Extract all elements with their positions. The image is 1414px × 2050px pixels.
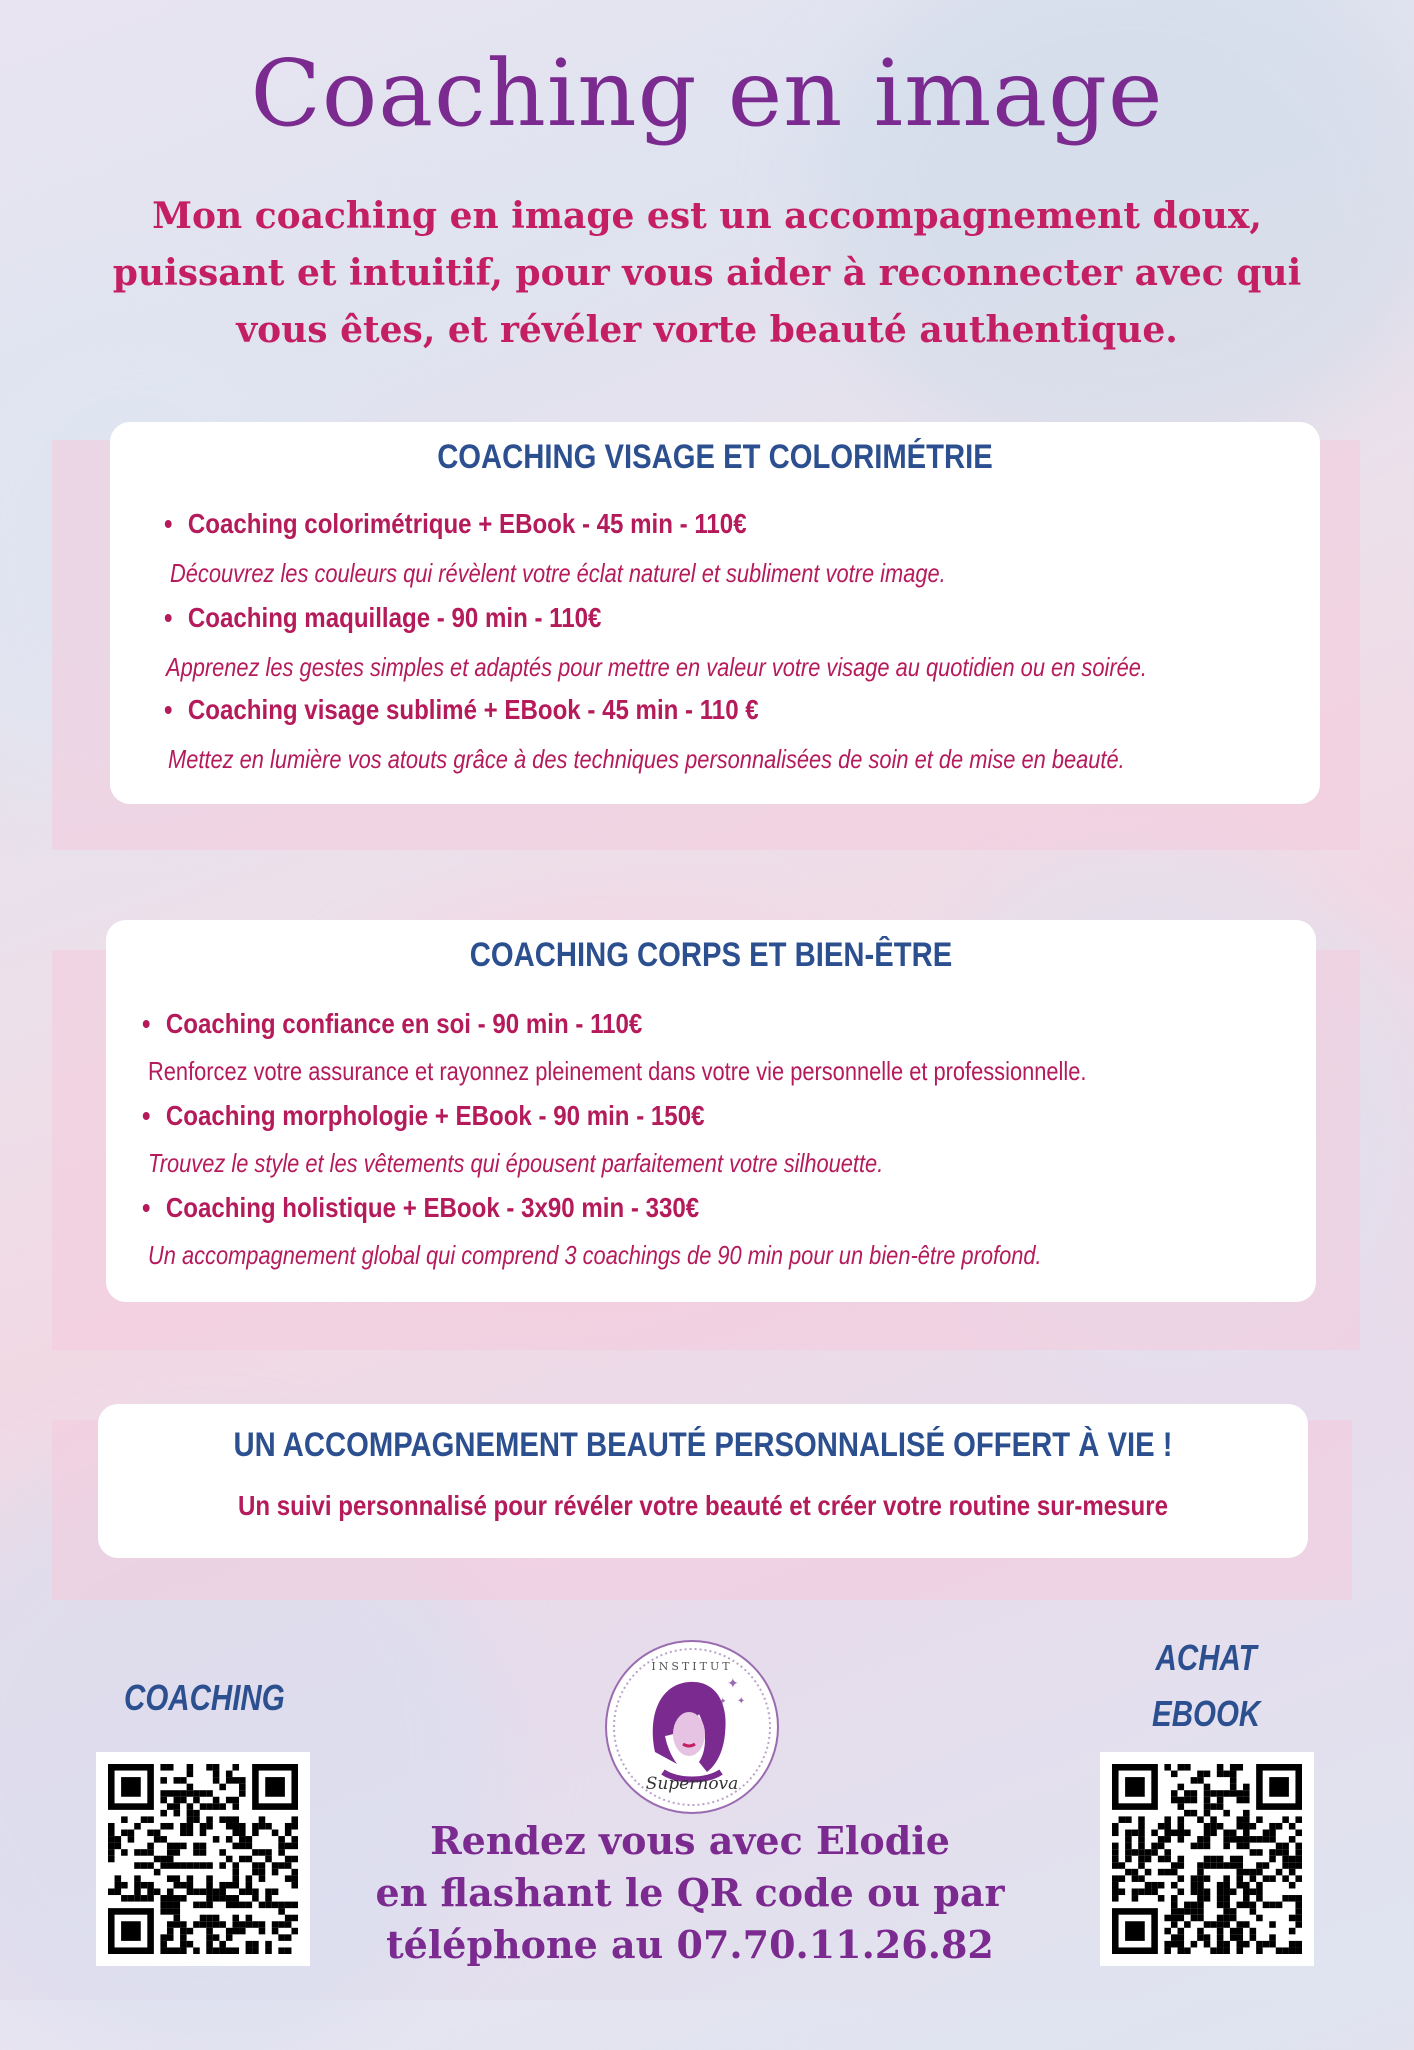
service-item: • Coaching holistique + EBook - 3x90 min - 330€ [142,1192,699,1224]
qr-ebook-label-line1: ACHAT [1155,1637,1257,1678]
svg-text:✦: ✦ [727,1675,739,1691]
offer-card [98,1404,1308,1558]
service-item: • Coaching maquillage - 90 min - 110€ [164,602,601,634]
contact-line: en flashant le QR code ou par [375,1870,1005,1915]
offer-title: UN ACCOMPAGNEMENT BEAUTÉ PERSONNALISÉ OFFERT À VIE ! [233,1426,1173,1464]
section-title: COACHING CORPS ET BIEN-ÊTRE [469,936,953,974]
qr-code-icon [1112,1764,1302,1954]
service-description: Mettez en lumière vos atouts grâce à des techniques personnalisées de soin et de mise en beauté. [168,744,1125,774]
supernova-logo [605,1640,779,1814]
service-item: • Coaching morphologie + EBook - 90 min - 150€ [142,1100,704,1132]
qr-code-ebook[interactable] [1100,1752,1314,1966]
logo-top-text: INSTITUT [651,1660,733,1673]
service-item: • Coaching colorimétrique + EBook - 45 min - 110€ [164,508,747,540]
intro-text: Mon coaching en image est un accompagnement doux, puissant et intuitif, pour vous aider à reconnecter avec qui vous êtes, et révéler vorte beauté authentique. [112,195,1302,351]
qr-code-coaching[interactable] [96,1752,310,1966]
service-description: Trouvez le style et les vêtements qui épousent parfaitement votre silhouette. [148,1148,884,1178]
qr-code-icon [108,1764,298,1954]
service-description: Renforcez votre assurance et rayonnez pleinement dans votre vie personnelle et professionnelle. [148,1056,1087,1086]
contact-text [330,1815,1050,1971]
service-item: • Coaching visage sublimé + EBook - 45 min - 110 € [164,694,759,726]
contact-phone[interactable]: téléphone au 07.70.11.26.82 [386,1922,994,1967]
qr-ebook-label [1152,1630,1260,1742]
contact-line: Rendez vous avec Elodie [430,1818,950,1863]
logo-script-text: Supernova [645,1774,739,1794]
service-description: Apprenez les gestes simples et adaptés pour mettre en valeur votre visage au quotidien ou en soirée. [166,652,1147,682]
offer-subtitle: Un suivi personnalisé pour révéler votre beauté et créer votre routine sur-mesure [237,1490,1169,1521]
section-corps-card [106,920,1316,1302]
service-description: Un accompagnement global qui comprend 3 coachings de 90 min pour un bien-être profond. [148,1240,1042,1270]
section-title: COACHING VISAGE ET COLORIMÉTRIE [437,438,993,476]
service-description: Découvrez les couleurs qui révèlent votre éclat naturel et subliment votre image. [170,558,946,588]
qr-ebook-label-line2: EBOOK [1152,1693,1261,1734]
svg-text:✦: ✦ [737,1696,746,1707]
section-visage-card [110,422,1320,804]
qr-coaching-label: COACHING [124,1677,285,1718]
svg-text:✦: ✦ [719,1696,727,1706]
service-item: • Coaching confiance en soi - 90 min - 110€ [142,1008,642,1040]
page-title: Coaching en image [250,40,1164,147]
